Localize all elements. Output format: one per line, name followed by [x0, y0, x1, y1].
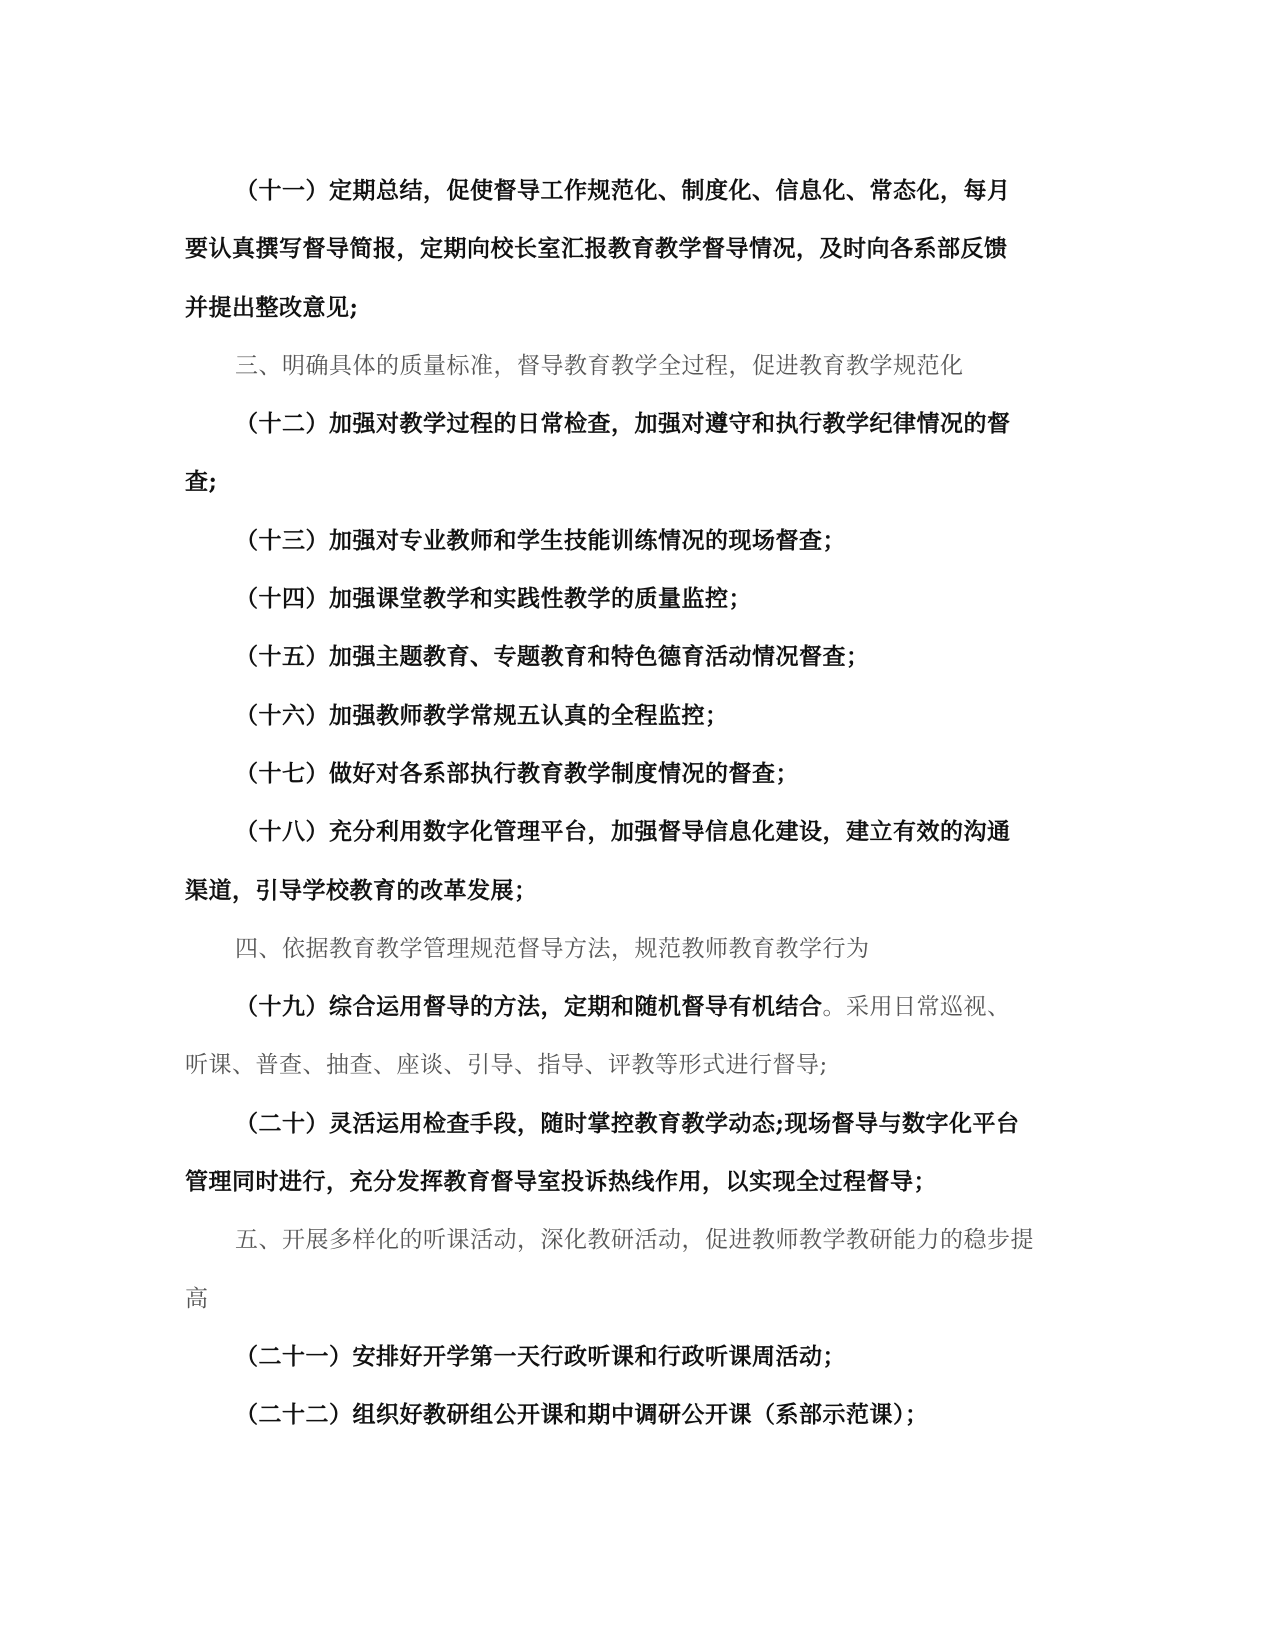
section-heading-5-line-1: 五、开展多样化的听课活动，深化教研活动，促进教师教学教研能力的稳步提 — [235, 1227, 1034, 1254]
paragraph-18-line-2: 渠道，引导学校教育的改革发展； — [185, 876, 538, 904]
paragraph-12-line-2: 查; — [185, 468, 218, 496]
paragraph-17: （十七）做好对各系部执行教育教学制度情况的督查； — [235, 759, 799, 787]
paragraph-19-normal-part: 。采用日常巡视、 — [822, 994, 1011, 1021]
document-body — [185, 162, 1065, 1445]
paragraph-11-line-1: （十一）定期总结，促使督导工作规范化、制度化、信息化、常态化，每月 — [235, 177, 1011, 204]
paragraph-11-line-3: 并提出整改意见; — [185, 293, 359, 321]
paragraph-18-line-1: （十八）充分利用数字化管理平台，加强督导信息化建设，建立有效的沟通 — [235, 818, 1011, 846]
paragraph-11-line-2: 要认真撰写督导简报，定期向校长室汇报教育教学督导情况，及时向各系部反馈 — [185, 235, 1008, 263]
paragraph-20-line-1: （二十）灵活运用检查手段，随时掌控教育教学动态;现场督导与数字化平台 — [235, 1109, 1020, 1137]
paragraph-19-line-1 — [185, 978, 1065, 1036]
paragraph-22: （二十二）组织好教研组公开课和期中调研公开课（系部示范课）； — [235, 1401, 929, 1429]
paragraph-12-line-1: （十二）加强对教学过程的日常检查，加强对遵守和执行教学纪律情况的督 — [235, 410, 1011, 438]
paragraph-19-line-2: 听课、普查、抽查、座谈、引导、指导、评教等形式进行督导; — [185, 1052, 828, 1079]
paragraph-19-bold-part: （十九）综合运用督导的方法，定期和随机督导有机结合 — [235, 993, 823, 1021]
paragraph-16: （十六）加强教师教学常规五认真的全程监控； — [235, 701, 729, 729]
section-heading-5-line-2: 高 — [185, 1285, 209, 1312]
section-heading-3: 三、明确具体的质量标准，督导教育教学全过程，促进教育教学规范化 — [235, 352, 964, 379]
paragraph-20-line-2: 管理同时进行，充分发挥教育督导室投诉热线作用，以实现全过程督导； — [185, 1168, 937, 1196]
section-heading-4: 四、依据教育教学管理规范督导方法，规范教师教育教学行为 — [235, 935, 870, 962]
paragraph-14: （十四）加强课堂教学和实践性教学的质量监控； — [235, 585, 752, 613]
paragraph-15: （十五）加强主题教育、专题教育和特色德育活动情况督查； — [235, 643, 870, 671]
paragraph-13: （十三）加强对专业教师和学生技能训练情况的现场督查； — [235, 526, 846, 554]
paragraph-21: （二十一）安排好开学第一天行政听课和行政听课周活动； — [235, 1342, 846, 1370]
